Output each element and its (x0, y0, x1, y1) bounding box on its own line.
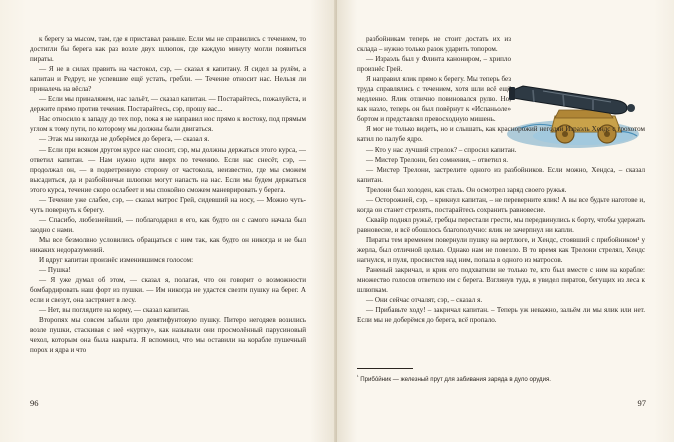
footnote (357, 373, 645, 384)
paragraph: Трелони был холоден, как сталь. Он осмотрел заряд своего ружья. (366, 185, 567, 194)
paragraph: Сквайр поднял ружьё, гребцы перестали грести, мы передвинулись к борту, чтобы удержать равновесие, и всё обошлось благополучно: ялик не зачерпнул ни капли. (357, 215, 645, 234)
paragraph: Я мог не только видеть, но и слышать, как краснорожий негодяй Израэль Хендс с грохотом катил по палубе ядро. (357, 125, 645, 144)
footnote-rule (357, 368, 413, 369)
paragraph: Нас относило к западу до тех пор, пока я не направил нос прямо к востоку, под прямым углом к тому пути, по которому мы должны были двигаться. (30, 115, 306, 134)
footnote-text: Прибо́йник — железный прут для забивания заряда в дуло орудия. (360, 376, 551, 384)
right-page (337, 0, 674, 442)
right-page-text (357, 34, 645, 325)
page-number: 97 (637, 398, 646, 408)
paragraph: — Израэль был у Флинта канониром, – хрипло произнёс Грей. (357, 55, 511, 74)
footnote-mark: ¹ (357, 374, 359, 379)
paragraph: — Я не в силах править на частокол, сэр, — сказал я капитану. Я сидел за рулём, а капитан и Редрут, не успевшие ещё устать, гребли. — Течение относит нас. Нельзя ли приналечь на вёсла? (30, 65, 306, 94)
paragraph: — Этак мы никогда не доберёмся до берега, — сказал я. (39, 135, 210, 144)
paragraph: — Мистер Трелони, без сомнения, – ответил я. (366, 155, 508, 164)
page-number: 96 (30, 398, 39, 408)
paragraph: — Если при всяком другом курсе нас сносит, сэр, мы должны держаться этого курса, — ответил капитан. — Нам нужно идти вверх по течению. Если нас снесёт, сэр, — продолжал он, — в подветренную сторону от частокола, неизвестно, где мы сможем высадиться, да и разбойничьи шлюпки могут напасть на нас. Если мы будем держаться этого курса, течение скоро ослабеет и мы спокойно сможем маневрировать у берега. (30, 145, 306, 194)
paragraph: — Они сейчас отчалят, сэр, – сказал я. (366, 296, 483, 305)
paragraph: — Нет, вы поглядите на корму, — сказал капитан. (39, 306, 190, 315)
paragraph: — Кто у нас лучший стрелок? – спросил капитан. (366, 145, 517, 154)
paragraph: Раненый закричал, и крик его подхватили не только те, кто был вместе с ним на корабле: множество голосов ответило им с берега. Взглянув туда, я увидел пиратов, бегущих из леса к шлюпкам. (357, 266, 645, 295)
paragraph: Мы все безмолвно условились обращаться с ним так, как будто он никогда и не был никаких недоразумений. (30, 235, 306, 254)
paragraph: — Прибавьте ходу! – закричал капитан. – Теперь уж неважно, зальём ли мы ялик или нет. Если мы не доберёмся до берега, всё пропало. (357, 306, 645, 325)
paragraph: — Мистер Трелони, застрелите одного из разбойников. Если можно, Хендса, – сказал капитан. (357, 165, 645, 184)
paragraph: — Течение уже слабее, сэр, — сказал матрос Грей, сидевший на носу, — Можно чуть-чуть повернуть к берегу. (30, 195, 306, 214)
paragraph: — Спасибо, любезнейший, — поблагодарил я его, как будто он с самого начала был заодно с нами. (30, 215, 306, 234)
paragraph: разбойникам теперь не стоит достать их из склада – нужно только разок ударить топором. (357, 35, 511, 54)
paragraph: Пираты тем временем повернули пушку на вертлюге, и Хендс, стоявший с прибойником¹ у жерла, был отличной целью. Однако нам не повезло. В то время как Трелони стрелял, Хендс нагнулся, и пуля, просвистев над ним, попала в одного из матросов. (357, 235, 645, 265)
paragraph: — Осторожней, сэр, – крикнул капитан, – не переверните ялик! А вы все будьте наготове и, когда он станет стрелять, постарайтесь сохранить равновесие. (357, 195, 645, 214)
paragraph: Я направил ялик прямо к берегу. Мы теперь без труда справлялись с течением, хотя шли всё ещё медленно. Ялик отлично повиновался рулю. Но, как назло, теперь он был повёрнут к «Испаньоле» бортом и представлял превосходную мишень. (357, 75, 511, 124)
paragraph: — Я уже думал об этом, — сказал я, полагая, что он говорит о возможности бомбардировать наш форт из пушки. — Им никогда не удастся свезти пушку на берег. А если и свезут, она застрянет в лесу. (30, 276, 306, 305)
paragraph: к берегу за мысом, там, где я приставал раньше. Если мы не справились с течением, то достигли бы берега как раз возле двух шлюпок, где каждую минуту могли появиться пираты. (30, 35, 306, 64)
left-page-text (30, 34, 306, 356)
paragraph: — Пушка! (39, 266, 71, 275)
paragraph: — Если мы приналяжем, нас зальёт, — сказал капитан. — Постарайтесь, пожалуйста, и держите прямо против течения. Постарайтесь, сэр, прошу вас... (30, 95, 306, 114)
paragraph: И вдруг капитан произнёс изменившимся голосом: (39, 256, 194, 265)
paragraph: Второпях мы совсем забыли про девятифунтовую пушку. Питеро негодяев возились возле пушки, стаскивая с неё «куртку», как называли они просмолённый парусиновый чехол, которым она была накрыта. Я вспомнил, что мы оставили на корабле пушечный порох и ядра и что (30, 316, 306, 355)
